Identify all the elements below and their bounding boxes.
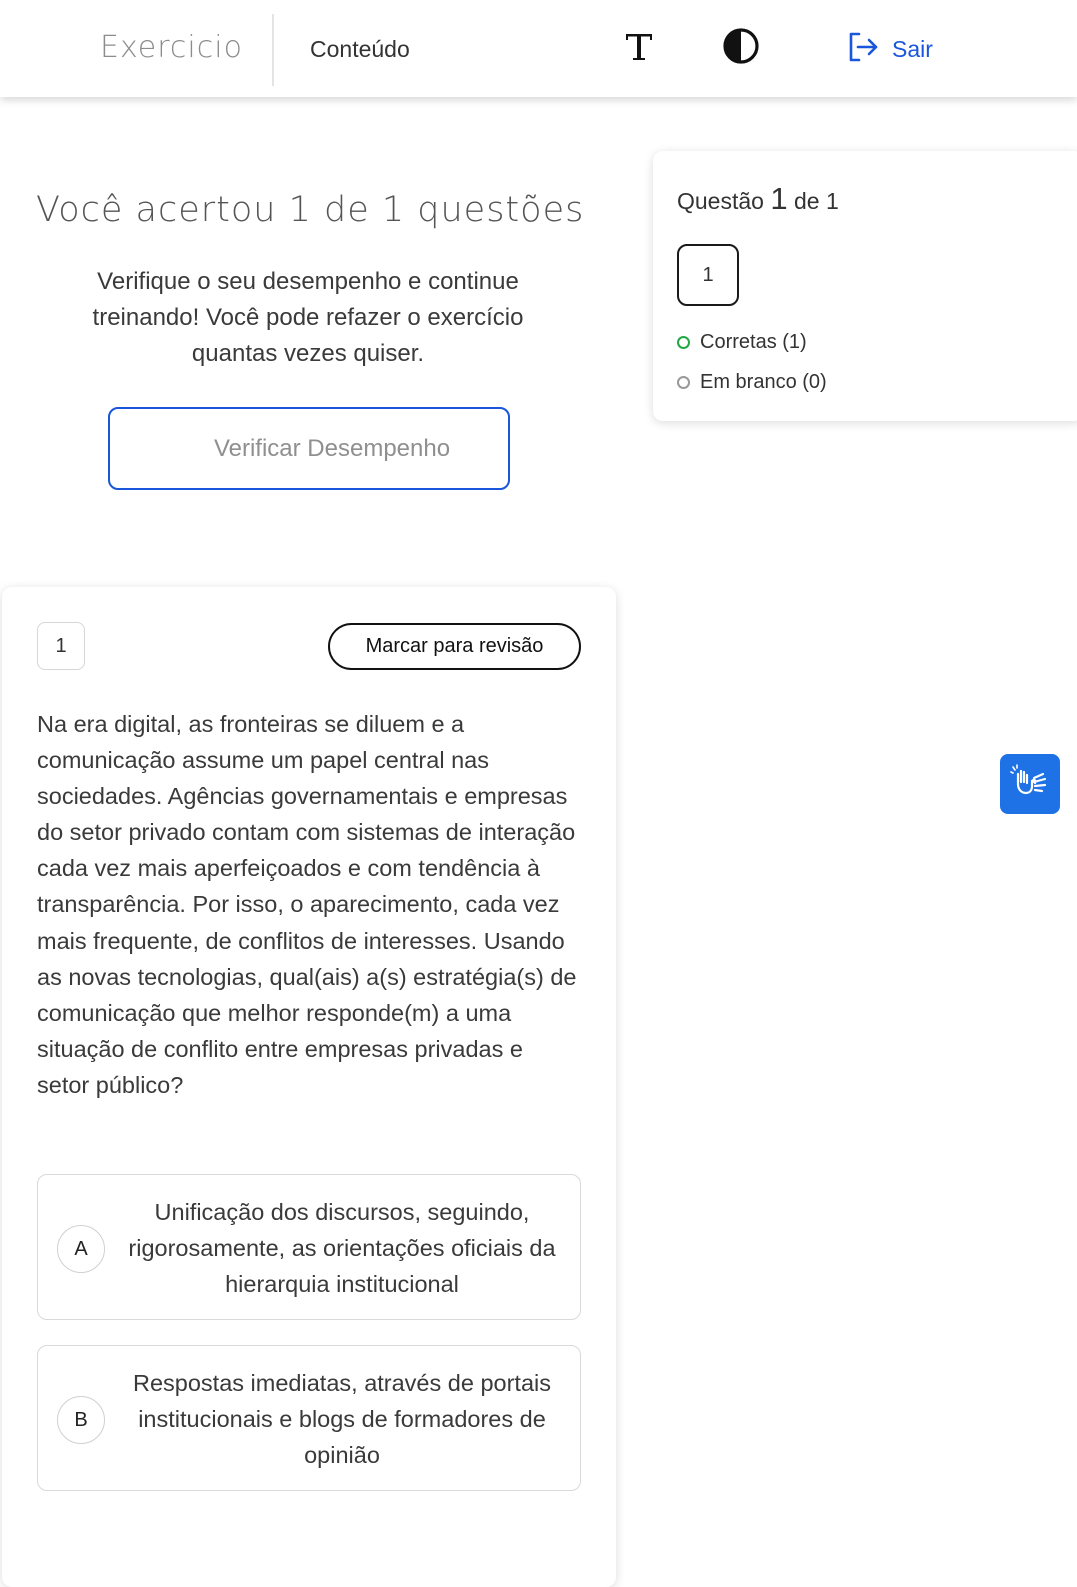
legend-blank xyxy=(677,371,827,394)
legend-blank-label: Em branco (0) xyxy=(700,371,827,393)
question-counter-prefix: Questão xyxy=(677,188,764,214)
question-counter-current: 1 xyxy=(770,181,788,216)
question-counter-suffix: de 1 xyxy=(793,188,839,214)
sign-language-widget-button[interactable] xyxy=(1000,754,1060,814)
option-letter-badge: A xyxy=(57,1225,105,1273)
top-bar xyxy=(0,0,1077,97)
answer-option-b[interactable] xyxy=(37,1345,581,1491)
legend-correct-label: Corretas (1) xyxy=(700,331,807,353)
answer-option-a[interactable] xyxy=(37,1174,581,1320)
option-text: Respostas imediatas, através de portais institucionais e blogs de formadores de opinião xyxy=(133,1370,551,1468)
correct-dot-icon xyxy=(677,336,690,349)
mark-for-review-button[interactable]: Marcar para revisão xyxy=(328,623,581,670)
contrast-icon[interactable] xyxy=(722,27,760,65)
logout-icon xyxy=(846,30,880,69)
verify-performance-button[interactable]: Verificar Desempenho xyxy=(108,407,510,490)
option-text: Unificação dos discursos, seguindo, rigorosamente, as orientações oficiais da hierarquia institucional xyxy=(128,1199,556,1297)
question-counter xyxy=(677,181,839,217)
question-navigator-panel xyxy=(653,151,1077,421)
nav-conteudo-link[interactable]: Conteúdo xyxy=(310,36,410,62)
question-text: Na era digital, as fronteiras se diluem e a comunicação assume um papel central nas sociedades. Agências governamentais e empresas do setor privado contam com sistemas de interação cada vez mais aperfeiçoados e com tendência à transparência. Por isso, o aparecimento, cada vez mais frequente, de conflitos de interesses. Usando as novas tecnologias, qual(ais) a(s) estratégia(s) de comunicação que melhor responde(m) a uma situação de conflito entre empresas privadas e setor público? xyxy=(37,711,577,1098)
header-divider xyxy=(272,14,274,86)
option-letter-badge: B xyxy=(57,1396,105,1444)
blank-dot-icon xyxy=(677,376,690,389)
result-title: Você acertou 1 de 1 questões xyxy=(36,190,585,230)
logout-button[interactable] xyxy=(846,32,933,66)
logout-label: Sair xyxy=(892,35,933,62)
sign-language-hands-icon xyxy=(1010,762,1050,807)
question-nav-box[interactable]: 1 xyxy=(677,244,739,306)
legend-correct xyxy=(677,331,807,354)
question-card xyxy=(2,587,616,1587)
text-size-icon[interactable] xyxy=(622,30,656,64)
question-number-badge: 1 xyxy=(37,622,85,670)
brand-title: Exercicio xyxy=(100,30,243,65)
result-description: Verifique o seu desempenho e continue treinando! Você pode refazer o exercício quantas vezes quiser. xyxy=(92,268,524,367)
